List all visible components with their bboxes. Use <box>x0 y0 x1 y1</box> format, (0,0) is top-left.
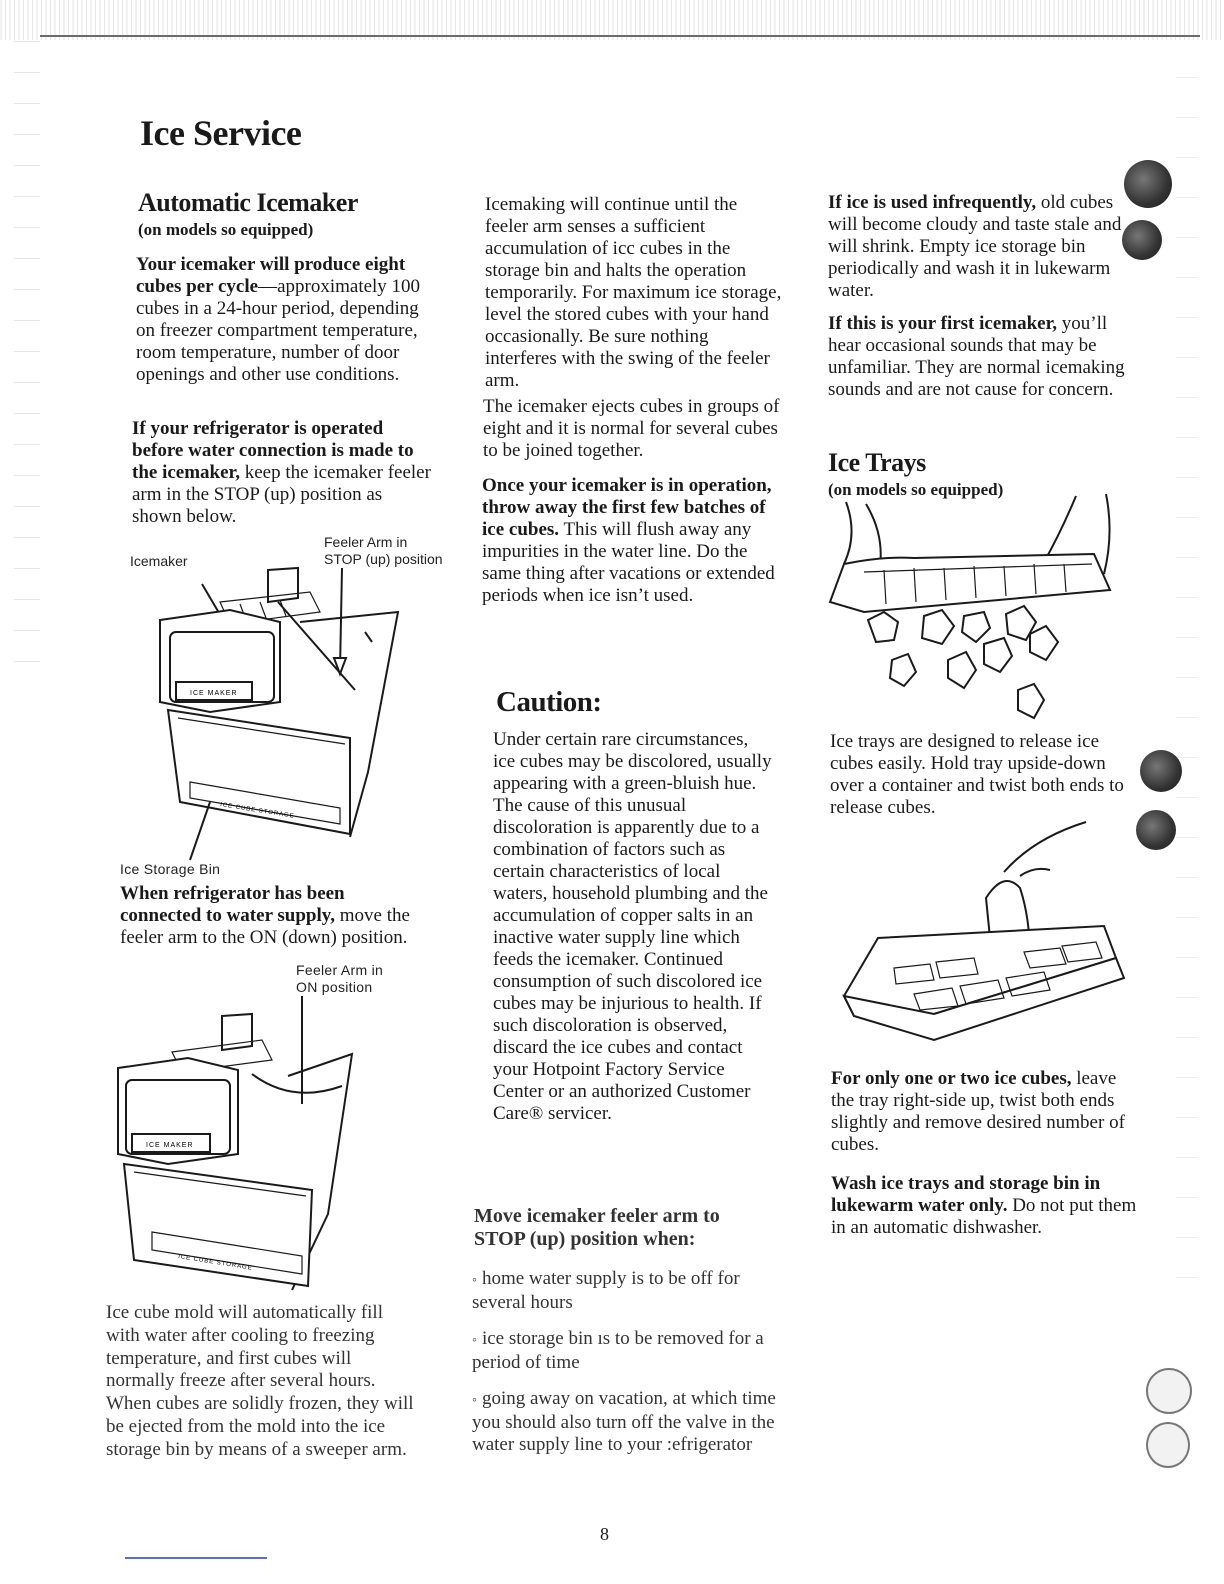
middle-para-2: The icemaker ejects cubes in groups of eight and it is normal for several cubes to be joined together. <box>483 396 780 461</box>
stop-bullet-list <box>472 1268 782 1456</box>
ice-cube-1 <box>868 612 898 642</box>
fig1-label-arm-line1: Feeler Arm in <box>324 534 408 550</box>
icemaker-para-3-bold: When refrigerator has been connected to water supply, <box>120 883 345 926</box>
middle-para-3 <box>482 475 782 607</box>
right-para-2-bold: If this is your first icemaker, <box>828 313 1058 334</box>
right-para-1-text: old cubes will become cloudy and taste stale and will shrink. Empty ice storage bin periodically and wash it in lukewarm water. <box>828 192 1122 301</box>
binder-ring-2 <box>1146 1422 1190 1468</box>
icemaker-heading: Automatic Icemaker <box>138 188 358 217</box>
left-arm-top <box>866 504 881 566</box>
right-para-2-text: you’ll hear occasional sounds that may be unfamiliar. They are normal icemaking sounds and are not cause for concern. <box>828 313 1125 400</box>
icemaker-stop-illustration <box>150 562 410 862</box>
scan-right-margin <box>1176 40 1198 1300</box>
middle-para-3-text: This will flush away any impurities in the water line. Do the same thing after vacations or extended periods when ice isn’t used. <box>482 519 775 606</box>
right-para-2 <box>828 313 1128 401</box>
icemaker-para-1-bold: Your icemaker will produce eight cubes per cycle <box>136 254 406 297</box>
icemaker-para-4: Ice cube mold will automatically fill with water after cooling to freezing temperature, and first cubes will normally freeze after several hours. When cubes are solidly frozen, they will be ejected from the mold into the ice storage bin by means of a sweeper arm. <box>106 1302 414 1460</box>
storage-bin-text-on: ICE CUBE STORAGE <box>177 1254 253 1272</box>
binder-hole-1 <box>1124 160 1172 208</box>
right-arm-top <box>1044 496 1076 562</box>
scan-top-band <box>0 0 1224 40</box>
ice-tray <box>830 554 1110 612</box>
right-para-3: Ice trays are designed to release ice cubes easily. Hold tray upside-down over a container and twist both ends to release cubes. <box>830 731 1124 818</box>
binder-hole-4 <box>1136 810 1176 850</box>
icemaker-para-2-bold: If your refrigerator is operated before water connection is made to the icemaker, <box>132 418 414 483</box>
tray-remove-cube-illustration <box>834 818 1124 1068</box>
page-number: 8 <box>600 1524 609 1544</box>
binder-hole-3 <box>1140 750 1182 792</box>
fig1-label-icemaker: Icemaker <box>130 553 188 569</box>
ice-cube-8 <box>984 638 1012 672</box>
right-arm-bottom <box>1104 494 1110 574</box>
icemaker-para-3 <box>120 883 420 949</box>
right-para-5 <box>831 1173 1141 1239</box>
right-para-1-bold: If ice is used infrequently, <box>828 192 1037 213</box>
stop-bullet-3: ◦ going away on vacation, at which time you should also turn off the valve in the water supply line to your :efrigerator <box>472 1388 782 1456</box>
ice-cube-2 <box>922 610 954 644</box>
right-para-5-bold: Wash ice trays and storage bin in lukewarm water only. <box>831 1173 1101 1216</box>
ice-cube-7 <box>948 652 976 688</box>
fig2-label-arm-line2: ON position <box>296 979 373 995</box>
binder-hole-2 <box>1122 220 1162 260</box>
scan-left-margin <box>14 40 40 680</box>
leader-feeler-arm <box>340 568 342 670</box>
caution-text: Under certain rare circumstances, ice cubes may be discolored, usually appearing with a green-bluish hue. The cause of this unusual discoloration is apparently due to a combination of factors such as certain characteristics of local waters, household plumbing and the accumulation of copper salts in an inactive water supply line which feeds the icemaker. Continued consumption of such discolored ice cubes may be injurious to health. If such discoloration is observed, discard the ice cubes and contact your Hotpoint Factory Service Center or an authorized Customer Care® servicer. <box>493 729 772 1124</box>
icemaker-panel-text: ICE MAKER <box>190 690 238 697</box>
stop-heading: Move icemaker feeler arm to STOP (up) position when: <box>474 1205 720 1250</box>
tray-twist-illustration <box>824 494 1124 724</box>
ice-cube-3 <box>962 612 990 642</box>
storage-bin-text: ICE CUBE STORAGE <box>219 802 295 820</box>
storage-bin-front-on <box>124 1164 312 1286</box>
icemaker-para-1-text: —approximately 100 cubes in a 24-hour period, depending on freezer compartment temperature, room temperature, number of door openings and other use conditions. <box>136 276 421 385</box>
page-title: Ice Service <box>140 113 302 153</box>
ice-trays-section <box>828 448 1108 500</box>
icemaker-para-3-text: move the feeler arm to the ON (down) position. <box>120 905 410 948</box>
middle-para-3-bold: Once your icemaker is in operation, throw away the first few batches of ice cubes. <box>482 475 772 540</box>
fig1-label-bin: Ice Storage Bin <box>120 861 221 877</box>
ice-trays-subheading: (on models so equipped) <box>828 480 1004 499</box>
stop-bullet-2: ◦ ice storage bin ıs to be removed for a period of time <box>472 1328 782 1374</box>
storage-bin-front <box>168 710 350 834</box>
ice-trays-heading: Ice Trays <box>828 448 926 477</box>
ice-cube-9 <box>1018 684 1044 718</box>
right-para-1 <box>828 192 1128 302</box>
icemaker-subheading: (on models so equipped) <box>138 220 314 239</box>
hand-arm-top <box>1004 822 1086 872</box>
fig2-label-arm <box>296 962 383 996</box>
middle-para-1: Icemaking will continue until the feeler arm senses a sufficient accumulation of icc cubes in the storage bin and halts the operation temporarily. For maximum ice storage, level the stored cubes with your hand occasionally. Be sure nothing interferes with the swing of the feeler arm. <box>485 194 782 391</box>
ice-cube-6 <box>890 654 916 686</box>
caution-heading: Caution: <box>496 686 602 718</box>
right-para-5-text: Do not put them in an automatic dishwasher. <box>831 1195 1137 1238</box>
icemaker-on-illustration <box>112 994 362 1294</box>
icemaker-motor <box>268 568 298 602</box>
stop-bullet-1: ◦ home water supply is to be off for several hours <box>472 1268 782 1314</box>
hand-arm-bottom <box>1020 869 1050 876</box>
fig2-label-arm-line1: Feeler Arm in <box>296 962 384 978</box>
icemaker-para-2 <box>132 418 432 528</box>
icemaker-panel-text-on: ICE MAKER <box>146 1142 194 1149</box>
icemaker-section <box>138 188 458 240</box>
bottom-rule <box>125 1557 267 1559</box>
binder-ring-1 <box>1146 1368 1192 1414</box>
top-rule <box>40 35 1200 37</box>
ice-cube-5 <box>1030 626 1058 660</box>
right-para-4-bold: For only one or two ice cubes, <box>831 1068 1072 1089</box>
left-arm-bottom <box>844 502 852 564</box>
fig1-label-arm-line2: STOP (up) position <box>324 551 443 567</box>
icemaker-para-2-text: keep the icemaker feeler arm in the STOP (up) position as shown below. <box>132 462 431 527</box>
icemaker-para-1 <box>136 254 436 386</box>
right-para-4-text: leave the tray right-side up, twist both ends slightly and remove desired number of cubes. <box>831 1068 1125 1155</box>
feeler-arm-on <box>252 1074 342 1093</box>
leader-bin <box>190 802 210 860</box>
right-para-4 <box>831 1068 1131 1156</box>
